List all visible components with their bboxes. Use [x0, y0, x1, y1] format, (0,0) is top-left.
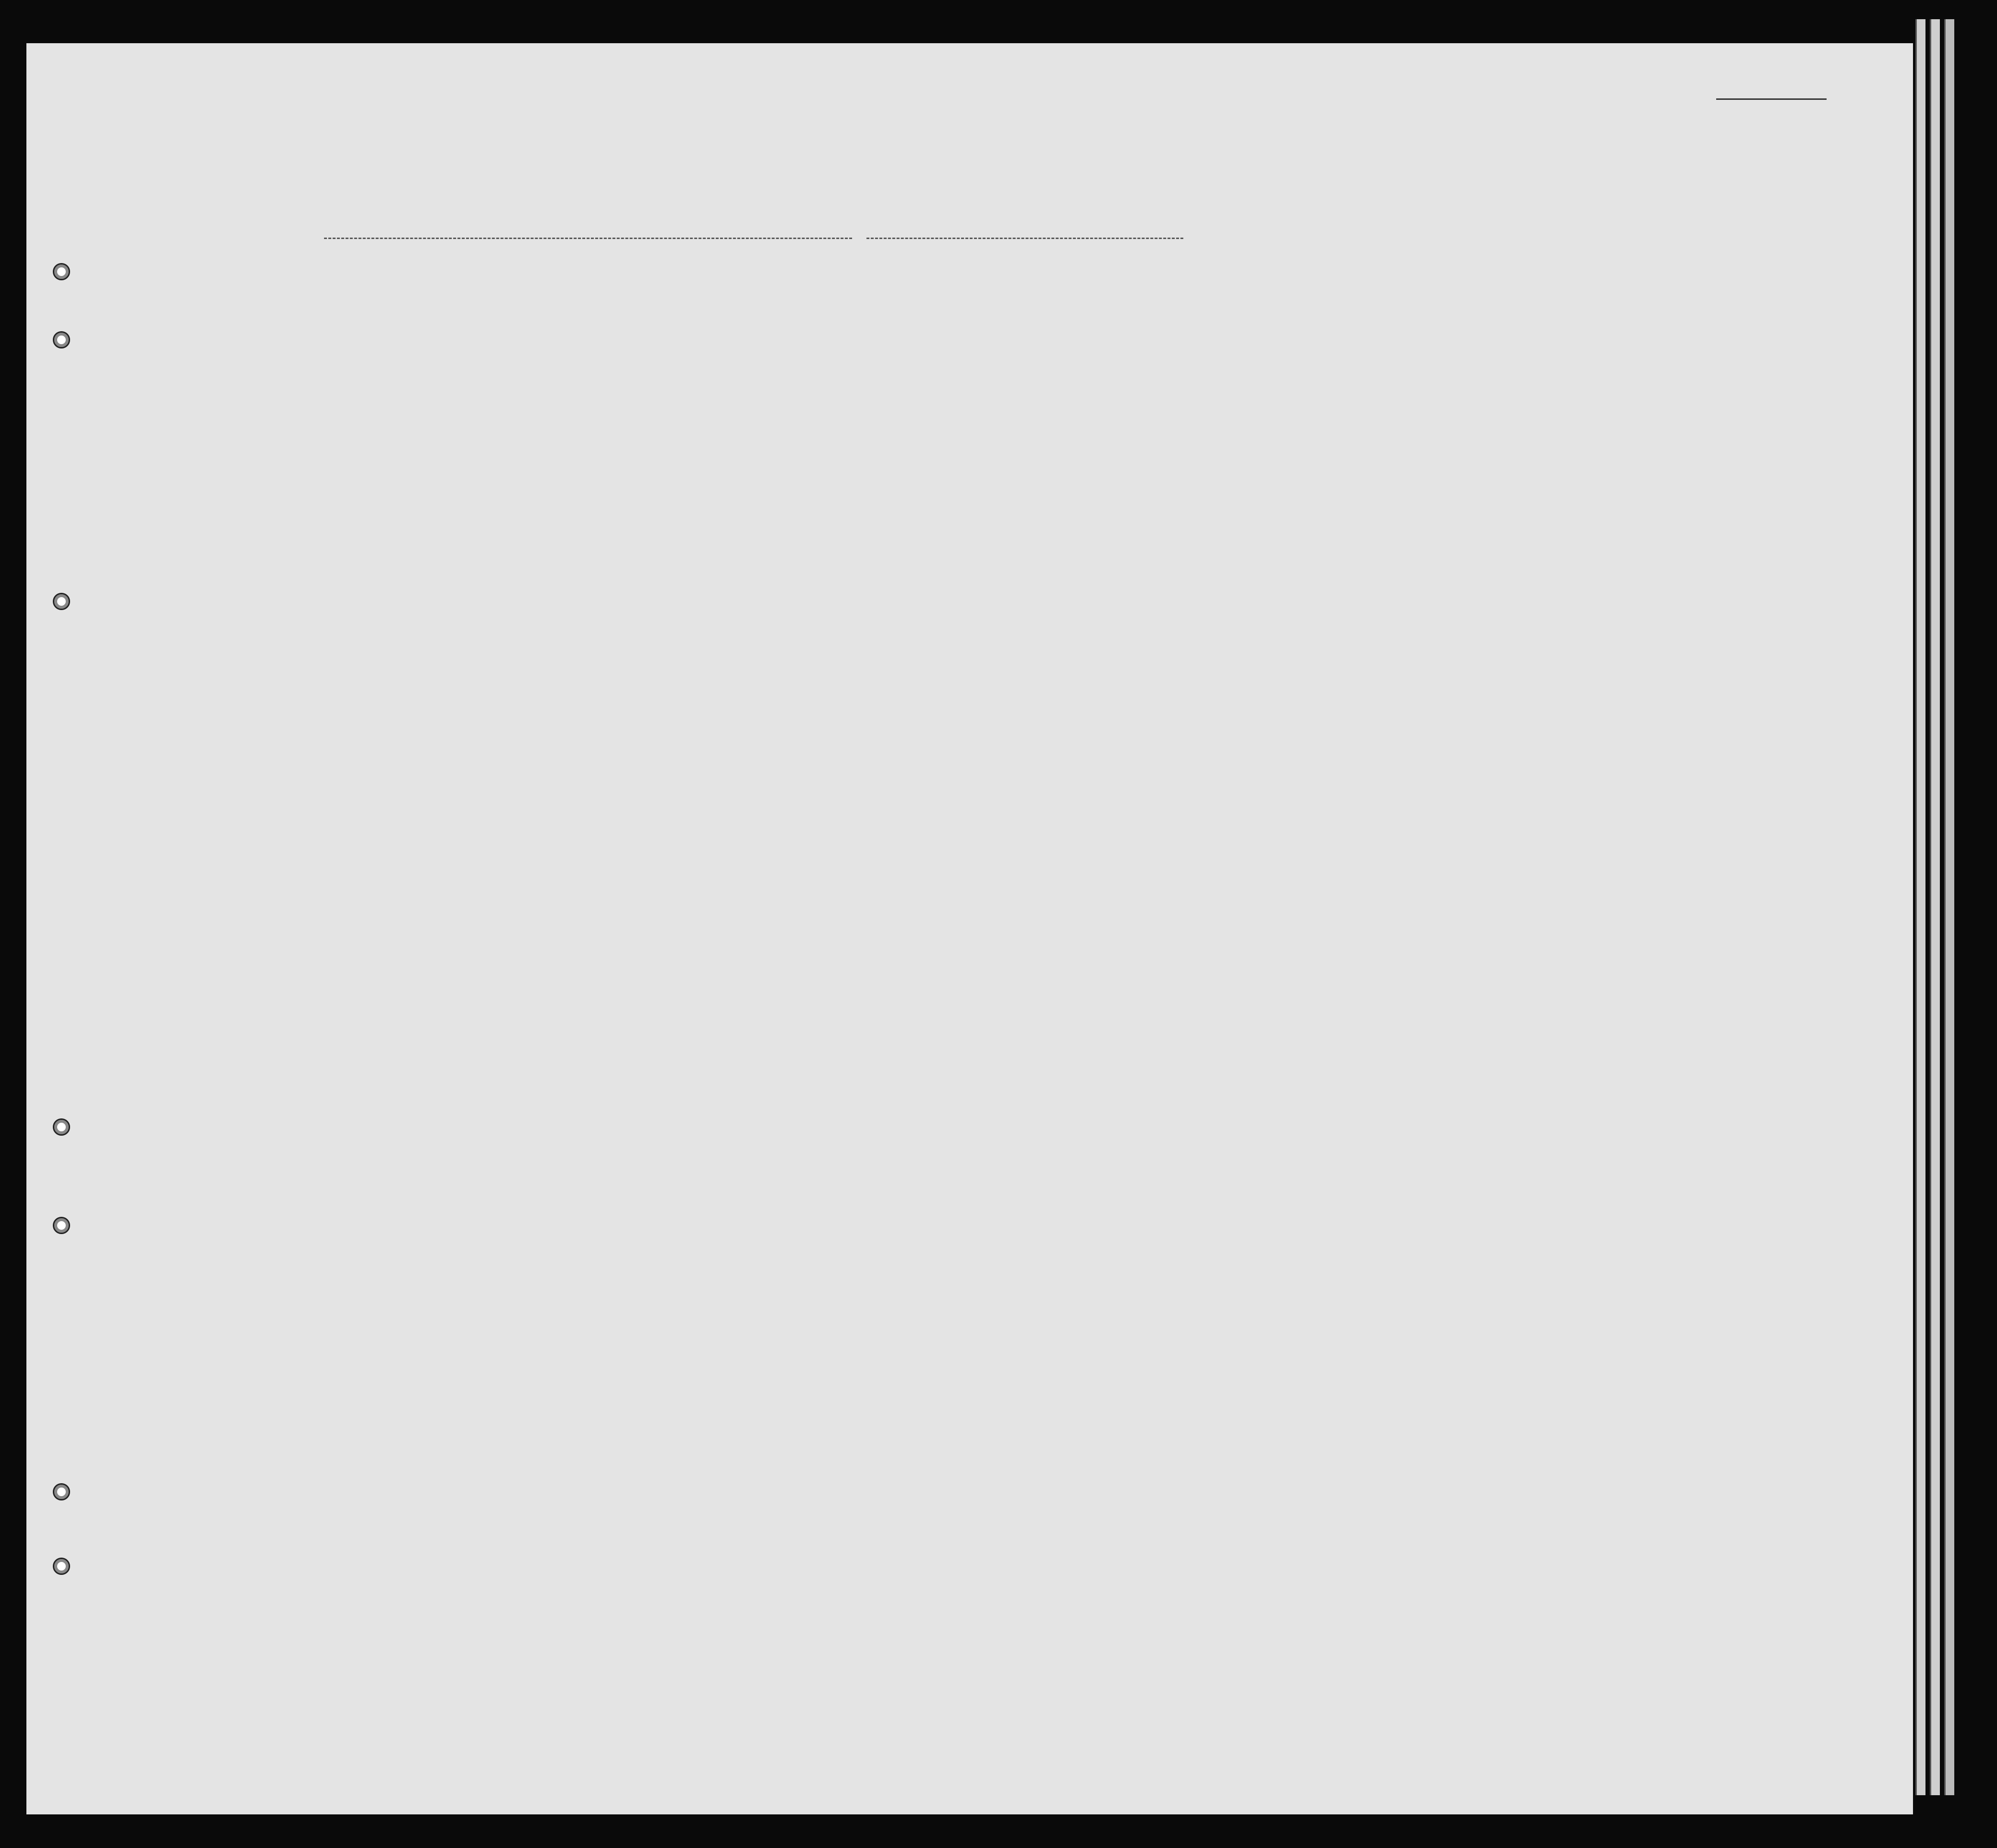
manifest-sheet: [26, 43, 1913, 1814]
manifest-table: [26, 43, 1913, 1814]
